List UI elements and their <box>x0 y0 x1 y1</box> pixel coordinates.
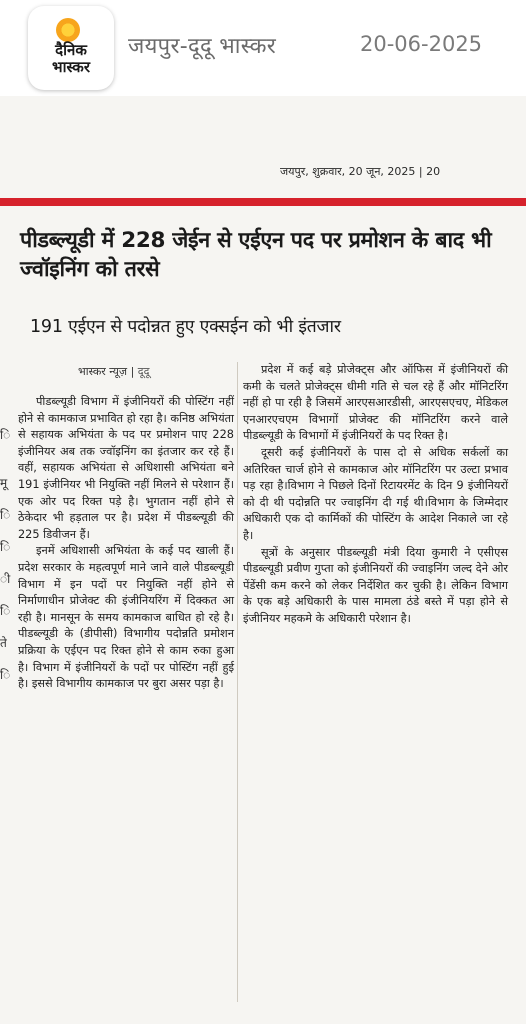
article-subheadline: 191 एईएन से पदोन्नत हुए एक्सईन को भी इंतजार <box>30 317 341 337</box>
red-divider-bar <box>0 198 526 206</box>
article-paragraph: सूत्रों के अनुसार पीडब्ल्यूडी मंत्री दिया कुमारी ने एसीएस पीडब्ल्यूडी प्रवीण गुप्ता को इंजीनियरों की ज्वाइनिंग जल्द देने ओर पेंडेंसी कम करने को लेकर निर्देशित कर चुकी है। लेकिन विभाग के एक बड़े अधिकारी के पास मामला ठंडे बस्ते में पड़ा होने से इंजीनियर महकमे के अधिकारी परेशान है। <box>243 545 508 625</box>
article-paragraph: इनमें अधिशासी अभियंता के कई पद खाली हैं।प्रदेश सरकार के महत्वपूर्ण माने जाने वाले पीडब्ल्यूडी विभाग में इन पदों पर नियुक्ति नहीं होने से निर्माणाधीन प्रोजेक्ट की इंजीनियरिंग में दिक्कत आ रही है। मानसून के समय कामकाज बाधित हो रहे है। पीडब्ल्यूडी के (डीपीसी) विभागीय पदोन्नति प्रमोशन प्रक्रिया के एईएन पद रिक्त होने से काम रुका हुआ है। विभाग में इंजीनियरों के पदों पर पोस्टिंग नहीं हुई है। इससे विभागीय कामकाज पर बुरा असर पड़ा है। <box>18 544 234 691</box>
article-byline: भास्कर न्यूज़ | दूदू <box>78 365 150 378</box>
edition-title: जयपुर-दूदू भास्कर <box>128 34 277 59</box>
edition-date: 20-06-2025 <box>360 32 483 56</box>
logo-text-line1: दैनिक <box>55 41 87 59</box>
adjacent-article-fragment: ि <box>0 604 11 618</box>
sun-logo-icon <box>56 18 80 42</box>
page-dateline: जयपुर, शुक्रवार, 20 जून, 2025 | 20 <box>280 165 441 178</box>
article-paragraph: दूसरी कई इंजीनियरों के पास दो से अधिक सर्कलों का अतिरिक्त चार्ज होने से कामकाज ओर मॉनिटरिंग पर उल्टा प्रभाव पड़ रहा है।विभाग ने पिछले दिनों रिटायरमेंट के दिन 9 इंजीनियरों को दी थी पदोन्नति पर ज्वाइनिंग दी गई थी।विभाग के जिम्मेदार अधिकारी एक दो कार्मिकों की पोस्टिंग के आदेश निकाले जा रहे है। <box>243 445 508 542</box>
article-headline: पीडब्ल्यूडी में 228 जेईन से एईएन पद पर प्रमोशन के बाद भी ज्वॉइनिंग को तरसे <box>20 228 492 282</box>
byline-source: भास्कर न्यूज़ <box>78 365 128 378</box>
adjacent-article-fragment: ते <box>0 636 7 650</box>
adjacent-article-fragment: मू <box>0 476 8 490</box>
adjacent-article-fragment: ि <box>0 428 11 442</box>
newspaper-clipping <box>0 96 526 1024</box>
article-paragraph: पीडब्ल्यूडी विभाग में इंजीनियरों की पोस्टिंग नहीं होने से कामकाज प्रभावित हो रहा है। कनिष्ठ अभियंता से सहायक अभियंता के पद पर प्रमोशन पाए 228 इंजीनियर अब तक ज्वॉइनिंग का इंतजार कर रहे हैं। वहीं, सहायक अभियंता से अधिशासी अभियंता बने 191 इंजीनियर भी नियुक्ति नहीं मिलने से परेशान हैं। एक ओर पद रिक्त पड़े है। भुगतान नहीं होने से ठेकेदार भी हड़ताल पर है। प्रदेश में पीडब्ल्यूडी की 225 डिवीजन हैं। <box>18 395 234 541</box>
app-header <box>0 0 526 96</box>
article-paragraph: प्रदेश में कई बड़े प्रोजेक्ट्स और ऑफिस में इंजीनियरों की कमी के चलते प्रोजेक्ट्स धीमी गति से चल रहे हैं और मॉनिटरिंग नहीं हो पा रही है जिसमें आरएसआरडीसी, आरएसएचए, मेडिकल एनआरएचएम विभागों प्रोजेक्ट की मॉनिटरिंग करने वाले पीडब्ल्यूडी के विभागों में इंजीनियरों के पद रिक्त है। <box>243 363 508 443</box>
adjacent-article-fragment: ि <box>0 540 11 554</box>
adjacent-article-fragment: ि <box>0 508 11 522</box>
article-column-left <box>18 394 234 693</box>
dainik-bhaskar-logo[interactable] <box>28 6 114 90</box>
logo-text-line2: भास्कर <box>52 58 90 76</box>
byline-city: दूदू <box>137 365 150 378</box>
article-column-right <box>243 362 508 628</box>
column-divider <box>237 362 238 1002</box>
adjacent-article-fragment: ि <box>0 668 11 682</box>
adjacent-article-fragment: ी <box>0 572 11 586</box>
